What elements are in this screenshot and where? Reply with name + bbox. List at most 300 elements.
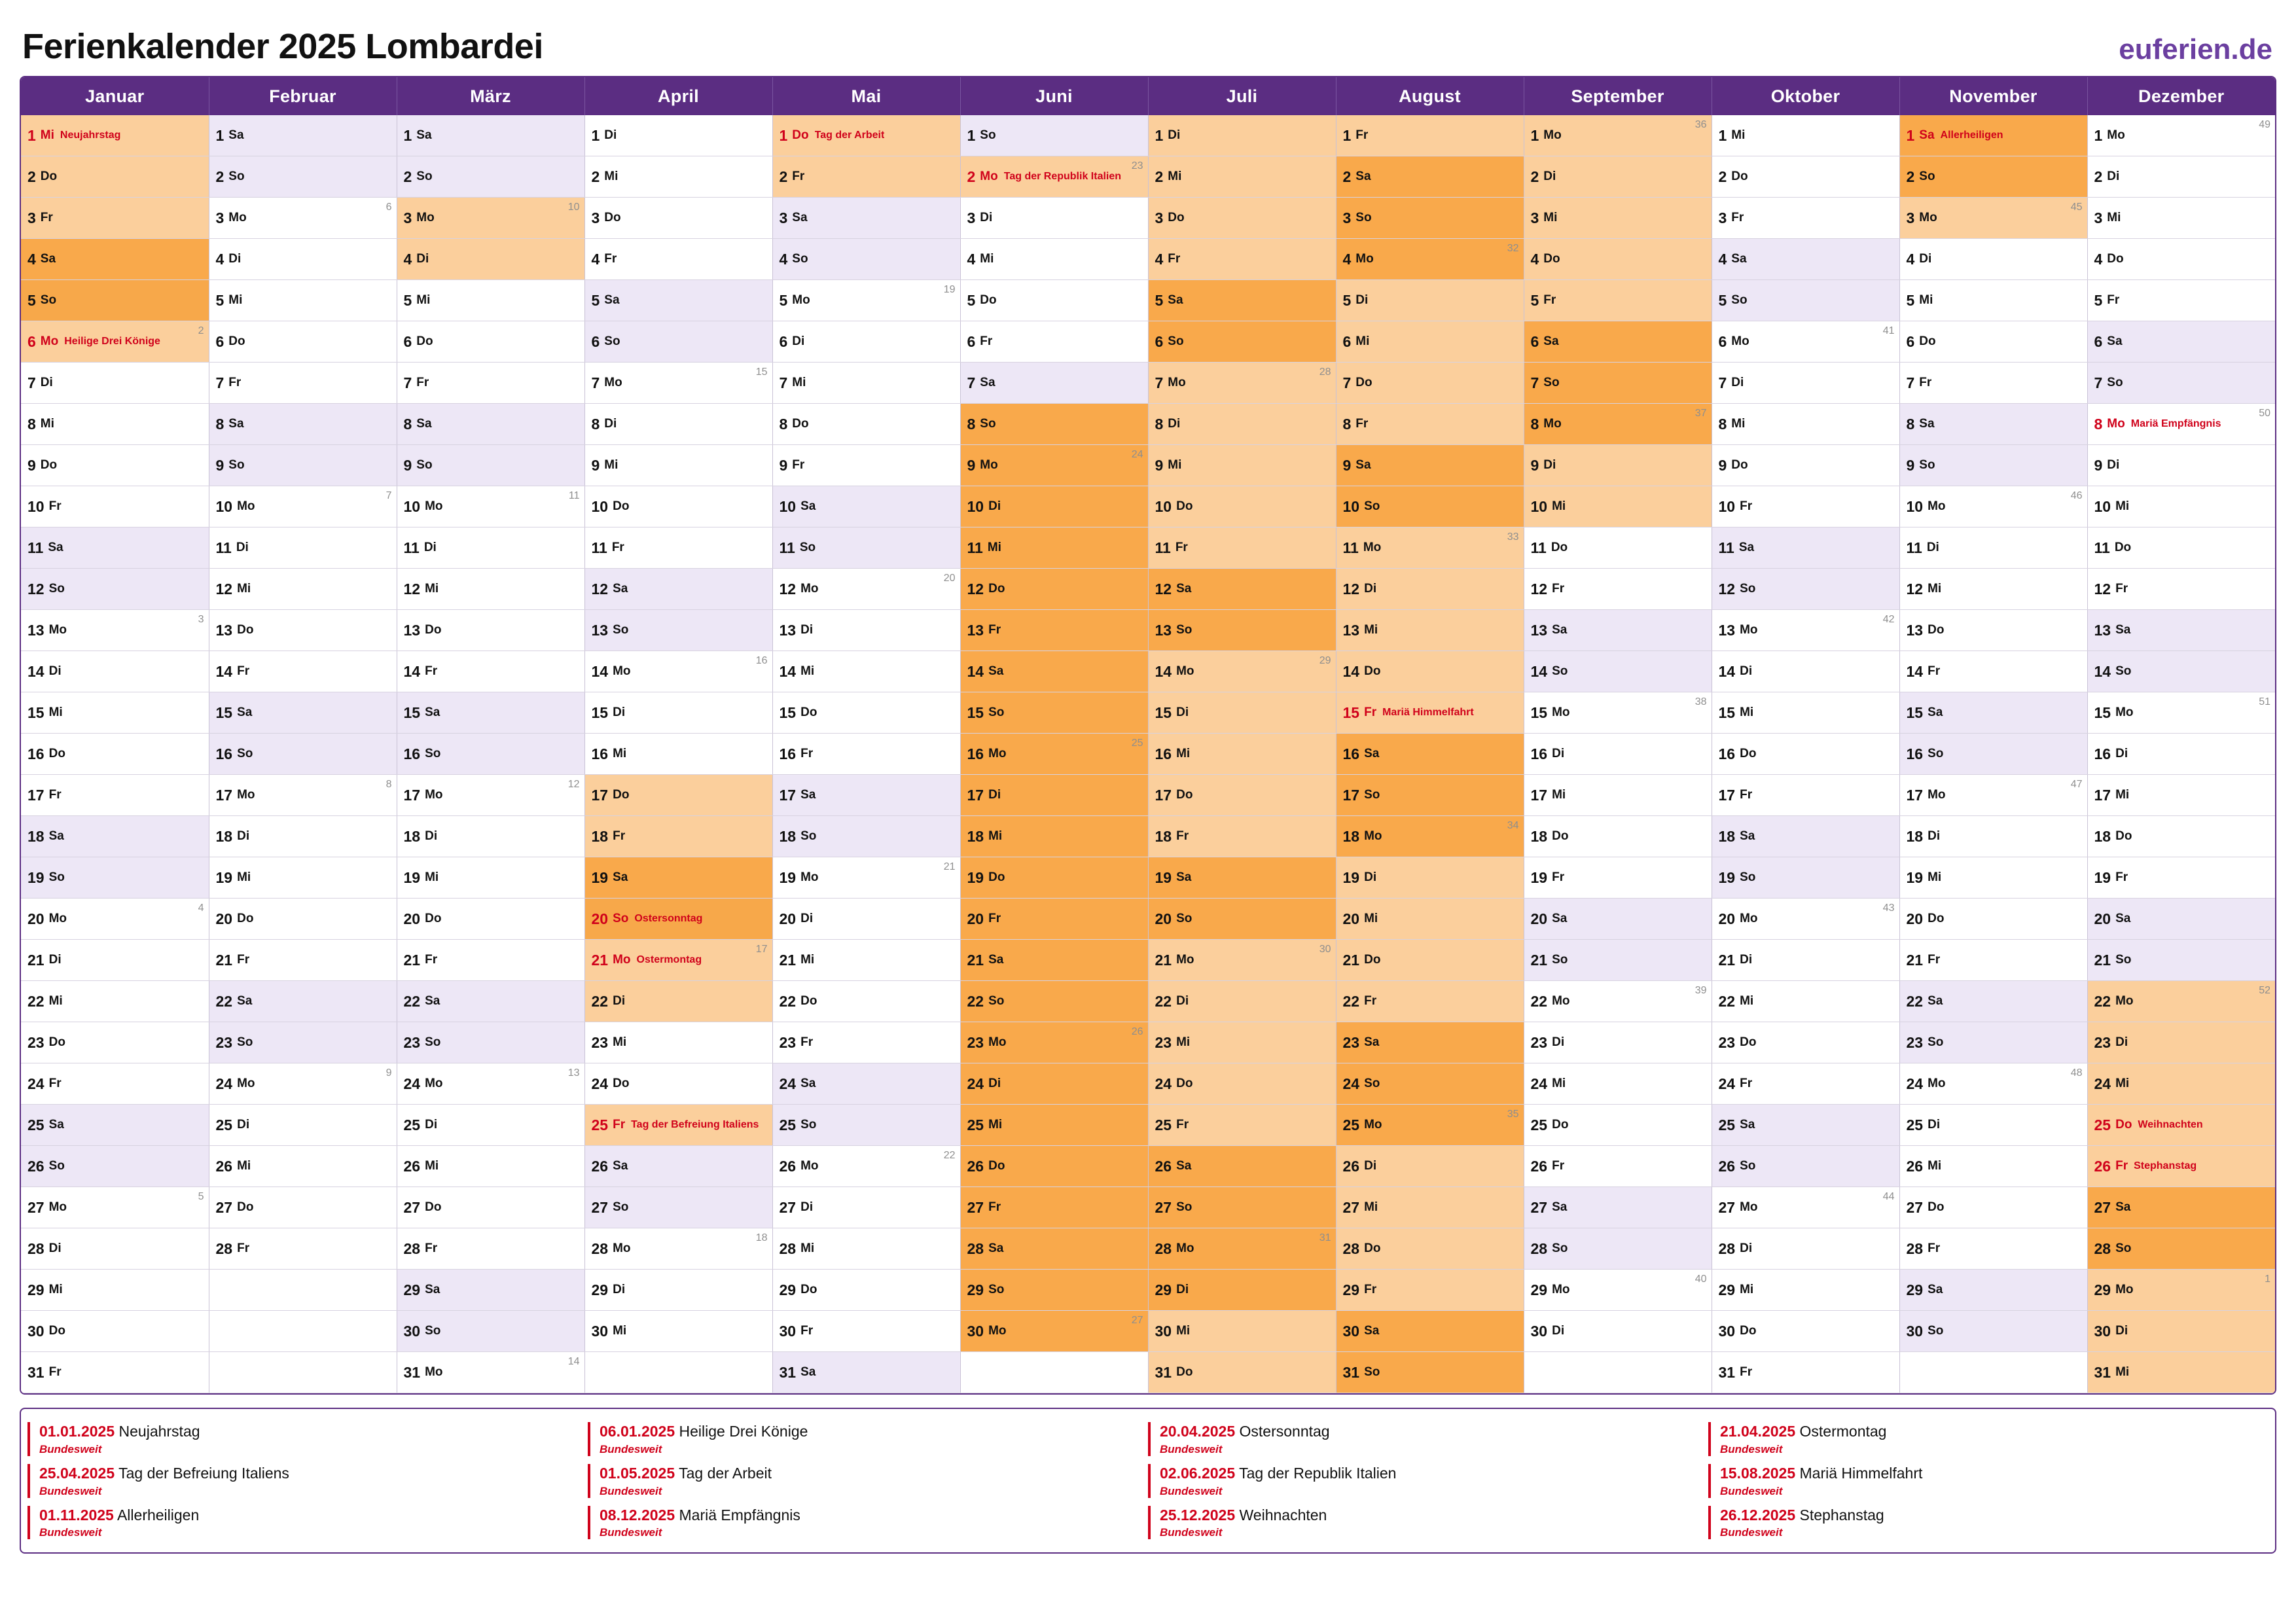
day-number: 8 bbox=[779, 415, 788, 433]
day-number: 19 bbox=[1530, 868, 1548, 886]
week-number: 46 bbox=[2070, 490, 2083, 501]
day-number: 19 bbox=[403, 868, 421, 886]
day-number: 29 bbox=[1155, 1281, 1172, 1298]
day-number: 12 bbox=[1718, 580, 1736, 597]
day-cell bbox=[1524, 363, 1712, 404]
day-cell-inner bbox=[209, 940, 397, 980]
day-weekday: Mi bbox=[228, 293, 243, 307]
day-number: 25 bbox=[1342, 1116, 1360, 1133]
day-cell bbox=[21, 321, 209, 363]
day-cell bbox=[1336, 1022, 1524, 1063]
day-number: 15 bbox=[403, 704, 421, 721]
day-weekday: Di bbox=[1355, 293, 1369, 307]
day-cell-inner bbox=[397, 610, 584, 651]
day-weekday: Mo bbox=[613, 953, 631, 967]
day-weekday: Fr bbox=[1364, 994, 1377, 1008]
day-cell-inner bbox=[1149, 1311, 1336, 1351]
day-cell-inner bbox=[397, 1022, 584, 1063]
day-cell-inner bbox=[961, 445, 1148, 486]
day-number: 27 bbox=[1155, 1198, 1172, 1216]
day-weekday: Do bbox=[48, 1324, 65, 1338]
day-cell-inner bbox=[2088, 239, 2276, 279]
day-cell-inner bbox=[773, 239, 960, 279]
day-cell bbox=[960, 981, 1148, 1022]
day-number: 4 bbox=[967, 250, 976, 268]
day-cell-inner bbox=[2088, 156, 2276, 197]
day-cell bbox=[1524, 198, 1712, 239]
day-weekday: So bbox=[1919, 458, 1935, 472]
day-number: 22 bbox=[1718, 992, 1736, 1010]
day-weekday: Mi bbox=[425, 870, 439, 884]
week-number: 37 bbox=[1695, 408, 1707, 419]
day-cell-inner bbox=[209, 1270, 397, 1310]
holiday-label: Ostermontag bbox=[636, 954, 702, 965]
day-cell-inner bbox=[1336, 1311, 1524, 1351]
day-number: 6 bbox=[215, 332, 224, 350]
day-number: 28 bbox=[215, 1240, 233, 1257]
holiday-label: Mariä Himmelfahrt bbox=[1382, 707, 1474, 718]
day-number: 27 bbox=[1718, 1198, 1736, 1216]
day-cell bbox=[960, 115, 1148, 156]
day-cell-inner bbox=[1149, 940, 1336, 980]
week-number: 44 bbox=[1882, 1191, 1895, 1202]
day-number: 19 bbox=[1906, 868, 1924, 886]
day-cell bbox=[1712, 486, 1899, 527]
day-number: 27 bbox=[967, 1198, 984, 1216]
day-cell-inner bbox=[1900, 486, 2087, 527]
day-cell bbox=[2087, 816, 2275, 857]
day-weekday: Sa bbox=[228, 128, 244, 142]
day-cell-inner bbox=[1524, 857, 1712, 898]
day-cell bbox=[1148, 363, 1336, 404]
day-weekday: Sa bbox=[1176, 870, 1192, 884]
day-weekday: So bbox=[228, 169, 245, 183]
day-number: 4 bbox=[1342, 250, 1352, 268]
day-number: 27 bbox=[1530, 1198, 1548, 1216]
legend-scope: Bundesweit bbox=[600, 1442, 662, 1455]
day-cell bbox=[1148, 1352, 1336, 1393]
day-cell-inner bbox=[21, 940, 209, 980]
day-cell bbox=[209, 816, 397, 857]
day-cell bbox=[1712, 404, 1899, 445]
legend-item bbox=[27, 1502, 588, 1544]
day-weekday: Mo bbox=[1543, 417, 1562, 431]
day-number: 13 bbox=[1530, 621, 1548, 639]
day-cell-inner bbox=[961, 1022, 1148, 1063]
day-weekday: Fr bbox=[2115, 1159, 2128, 1173]
day-number: 2 bbox=[591, 168, 600, 185]
day-number: 20 bbox=[215, 910, 233, 927]
day-number: 30 bbox=[1342, 1322, 1360, 1340]
day-cell bbox=[1899, 1063, 2087, 1105]
day-cell bbox=[584, 1270, 772, 1311]
day-weekday: Sa bbox=[988, 953, 1004, 967]
day-number: 5 bbox=[215, 291, 224, 309]
day-cell-inner bbox=[209, 1105, 397, 1145]
day-weekday: Di bbox=[1543, 169, 1556, 183]
day-number: 28 bbox=[27, 1240, 45, 1257]
day-number: 6 bbox=[27, 332, 36, 350]
day-weekday: Sa bbox=[604, 293, 620, 307]
day-cell bbox=[1899, 156, 2087, 198]
day-cell bbox=[1524, 692, 1712, 734]
day-number: 28 bbox=[1342, 1240, 1360, 1257]
day-cell-inner bbox=[1524, 610, 1712, 651]
day-number: 14 bbox=[967, 662, 984, 680]
day-number: 7 bbox=[1530, 374, 1539, 391]
day-number: 8 bbox=[591, 415, 600, 433]
day-weekday: Sa bbox=[2115, 1200, 2131, 1214]
day-cell-inner bbox=[1900, 1146, 2087, 1186]
day-cell-inner bbox=[1336, 734, 1524, 774]
calendar-row bbox=[21, 363, 2275, 404]
day-cell-inner bbox=[21, 486, 209, 527]
day-number: 24 bbox=[215, 1075, 233, 1092]
legend-scope: Bundesweit bbox=[1160, 1526, 1223, 1539]
day-cell bbox=[960, 1146, 1148, 1187]
day-cell-inner bbox=[21, 1022, 209, 1063]
day-weekday: Sa bbox=[1176, 1159, 1192, 1173]
legend-scope: Bundesweit bbox=[600, 1484, 662, 1497]
day-number: 2 bbox=[1155, 168, 1164, 185]
day-number: 28 bbox=[779, 1240, 797, 1257]
day-cell-inner bbox=[1712, 321, 1899, 362]
day-weekday: Sa bbox=[40, 252, 56, 266]
day-cell-inner bbox=[961, 651, 1148, 692]
day-cell bbox=[960, 1311, 1148, 1352]
day-weekday: Di bbox=[1176, 705, 1189, 719]
week-number: 33 bbox=[1507, 531, 1519, 543]
legend-item-inner bbox=[27, 1422, 579, 1456]
week-number: 51 bbox=[2259, 696, 2270, 707]
day-cell bbox=[772, 1063, 960, 1105]
day-weekday: So bbox=[1919, 169, 1935, 183]
day-cell bbox=[772, 1022, 960, 1063]
day-cell bbox=[1148, 1270, 1336, 1311]
day-cell-inner bbox=[21, 734, 209, 774]
day-number: 28 bbox=[1906, 1240, 1924, 1257]
day-number: 23 bbox=[215, 1033, 233, 1051]
day-weekday: So bbox=[1364, 1077, 1380, 1090]
day-weekday: Sa bbox=[237, 705, 253, 719]
day-number: 23 bbox=[591, 1033, 609, 1051]
day-weekday: Di bbox=[800, 1200, 814, 1214]
day-cell-inner bbox=[961, 1146, 1148, 1186]
day-cell bbox=[21, 404, 209, 445]
day-cell bbox=[21, 981, 209, 1022]
day-number: 11 bbox=[591, 539, 607, 556]
day-number: 7 bbox=[1906, 374, 1915, 391]
day-number: 20 bbox=[779, 910, 797, 927]
day-cell-inner bbox=[1149, 610, 1336, 651]
day-number: 11 bbox=[1155, 539, 1171, 556]
day-cell-inner bbox=[21, 857, 209, 898]
day-cell bbox=[1524, 239, 1712, 280]
day-cell-inner bbox=[773, 1187, 960, 1228]
day-cell-inner bbox=[773, 1228, 960, 1269]
day-cell bbox=[772, 651, 960, 692]
day-cell-inner bbox=[1149, 239, 1336, 279]
legend-date: 25.12.2025 bbox=[1160, 1506, 1236, 1524]
day-number: 21 bbox=[215, 951, 233, 969]
day-number: 6 bbox=[967, 332, 976, 350]
day-number: 26 bbox=[967, 1157, 984, 1175]
day-cell-inner bbox=[1712, 816, 1899, 857]
day-weekday: Mi bbox=[2115, 788, 2130, 802]
day-cell-inner bbox=[1149, 1105, 1336, 1145]
day-cell-inner bbox=[21, 1063, 209, 1104]
day-weekday: Do bbox=[48, 1035, 65, 1049]
legend-name: Heilige Drei Könige bbox=[675, 1423, 808, 1440]
day-cell-inner bbox=[1900, 280, 2087, 321]
day-number: 10 bbox=[1718, 497, 1736, 515]
legend-name: Ostermontag bbox=[1795, 1423, 1887, 1440]
day-cell-inner bbox=[1712, 1022, 1899, 1063]
day-cell bbox=[209, 486, 397, 527]
day-cell bbox=[584, 115, 772, 156]
day-cell-inner bbox=[1900, 1022, 2087, 1063]
month-header-juni: Juni bbox=[960, 77, 1148, 115]
day-weekday: Mi bbox=[48, 1283, 63, 1296]
day-cell-inner bbox=[397, 1270, 584, 1310]
legend-scope: Bundesweit bbox=[600, 1526, 662, 1539]
day-number: 17 bbox=[403, 786, 421, 804]
week-number: 10 bbox=[567, 202, 580, 213]
day-cell bbox=[960, 156, 1148, 198]
day-cell bbox=[1524, 1352, 1712, 1393]
day-cell bbox=[1524, 115, 1712, 156]
day-cell bbox=[1712, 1311, 1899, 1352]
calendar-row bbox=[21, 940, 2275, 981]
day-weekday: Mo bbox=[980, 169, 998, 183]
legend-date: 20.04.2025 bbox=[1160, 1423, 1236, 1440]
day-number: 1 bbox=[1155, 126, 1164, 144]
day-number: 21 bbox=[1155, 951, 1172, 969]
holiday-label: Tag der Republik Italien bbox=[1003, 171, 1122, 182]
day-cell-inner bbox=[1900, 239, 2087, 279]
week-number: 48 bbox=[2070, 1067, 2083, 1079]
day-cell bbox=[2087, 1063, 2275, 1105]
day-cell bbox=[960, 1228, 1148, 1270]
day-cell-inner bbox=[397, 940, 584, 980]
week-number: 23 bbox=[1131, 160, 1143, 171]
day-cell-inner bbox=[209, 280, 397, 321]
day-weekday: Mo bbox=[1919, 211, 1937, 224]
calendar-row bbox=[21, 899, 2275, 940]
day-weekday: So bbox=[1928, 1035, 1944, 1049]
day-cell bbox=[1148, 610, 1336, 651]
day-cell-inner bbox=[1712, 1228, 1899, 1269]
day-weekday: Di bbox=[423, 541, 437, 554]
day-cell bbox=[1524, 651, 1712, 692]
day-number: 13 bbox=[2094, 621, 2111, 639]
calendar-row bbox=[21, 486, 2275, 527]
legend-item-inner bbox=[1148, 1422, 1699, 1456]
day-cell-inner bbox=[773, 115, 960, 156]
day-cell-inner bbox=[773, 569, 960, 609]
day-number: 9 bbox=[1906, 456, 1915, 474]
day-number: 19 bbox=[1155, 868, 1172, 886]
day-cell bbox=[1524, 321, 1712, 363]
day-cell-inner bbox=[1336, 940, 1524, 980]
day-weekday: So bbox=[613, 912, 629, 925]
day-weekday: Di bbox=[237, 829, 250, 843]
day-weekday: Do bbox=[1355, 376, 1372, 389]
day-cell bbox=[584, 1311, 772, 1352]
day-number: 30 bbox=[1906, 1322, 1924, 1340]
day-cell bbox=[2087, 940, 2275, 981]
day-cell bbox=[209, 198, 397, 239]
day-weekday: Fr bbox=[1552, 582, 1565, 596]
day-number: 14 bbox=[1530, 662, 1548, 680]
day-weekday: Mo bbox=[237, 1077, 255, 1090]
day-cell-inner bbox=[585, 940, 772, 980]
day-cell-inner bbox=[773, 1146, 960, 1186]
day-cell bbox=[960, 1187, 1148, 1228]
legend-date: 21.04.2025 bbox=[1720, 1423, 1796, 1440]
day-cell bbox=[397, 1022, 584, 1063]
day-cell-inner bbox=[1524, 1270, 1712, 1310]
day-cell bbox=[960, 1352, 1148, 1393]
day-weekday: Mi bbox=[988, 1118, 1003, 1132]
day-number: 5 bbox=[403, 291, 412, 309]
day-number: 16 bbox=[1718, 745, 1736, 762]
day-number: 22 bbox=[27, 992, 45, 1010]
year-calendar-table bbox=[21, 77, 2275, 1393]
day-cell-inner bbox=[1149, 445, 1336, 486]
day-weekday: Fr bbox=[425, 664, 438, 678]
day-cell bbox=[1899, 775, 2087, 816]
day-cell bbox=[2087, 1352, 2275, 1393]
day-cell bbox=[772, 692, 960, 734]
day-cell-inner bbox=[1900, 1105, 2087, 1145]
day-cell-inner bbox=[1900, 1228, 2087, 1269]
day-weekday: Di bbox=[1740, 953, 1753, 967]
day-cell bbox=[1148, 115, 1336, 156]
day-cell-inner bbox=[21, 280, 209, 321]
day-number: 13 bbox=[403, 621, 421, 639]
day-number: 3 bbox=[1718, 209, 1727, 226]
day-weekday: Do bbox=[1552, 1118, 1569, 1132]
day-cell-inner bbox=[21, 445, 209, 486]
day-number: 16 bbox=[967, 745, 984, 762]
day-cell-inner bbox=[209, 569, 397, 609]
day-number: 17 bbox=[215, 786, 233, 804]
day-number: 16 bbox=[1155, 745, 1172, 762]
day-cell bbox=[21, 734, 209, 775]
day-cell-inner bbox=[1336, 1105, 1524, 1145]
day-weekday: Mo bbox=[613, 1241, 631, 1255]
day-weekday: Fr bbox=[40, 211, 53, 224]
day-cell-inner bbox=[1524, 981, 1712, 1022]
week-number: 5 bbox=[198, 1191, 204, 1202]
day-number: 23 bbox=[2094, 1033, 2111, 1051]
day-cell-inner bbox=[21, 363, 209, 403]
day-weekday: Mi bbox=[1928, 582, 1942, 596]
day-number: 30 bbox=[1155, 1322, 1172, 1340]
day-weekday: So bbox=[416, 458, 433, 472]
day-cell bbox=[2087, 1105, 2275, 1146]
day-weekday: Mo bbox=[1543, 128, 1562, 142]
day-number: 2 bbox=[779, 168, 788, 185]
day-cell-inner bbox=[1149, 775, 1336, 815]
day-weekday: Mi bbox=[980, 252, 994, 266]
day-weekday: Do bbox=[2115, 1118, 2132, 1132]
day-cell bbox=[2087, 569, 2275, 610]
day-cell-inner bbox=[21, 1187, 209, 1228]
day-cell bbox=[772, 857, 960, 899]
day-weekday: Do bbox=[40, 458, 58, 472]
day-weekday: Sa bbox=[1364, 1035, 1380, 1049]
day-cell bbox=[1712, 775, 1899, 816]
day-number: 4 bbox=[1906, 250, 1915, 268]
day-weekday: Do bbox=[425, 1200, 442, 1214]
day-weekday: Di bbox=[1552, 1324, 1565, 1338]
day-cell bbox=[1148, 198, 1336, 239]
day-number: 13 bbox=[1906, 621, 1924, 639]
day-weekday: So bbox=[1364, 499, 1380, 513]
day-number: 16 bbox=[403, 745, 421, 762]
day-cell bbox=[960, 486, 1148, 527]
day-number: 2 bbox=[1718, 168, 1727, 185]
week-number: 13 bbox=[567, 1067, 580, 1079]
day-cell-inner bbox=[1900, 692, 2087, 733]
day-weekday: So bbox=[1740, 582, 1756, 596]
day-weekday: Sa bbox=[48, 541, 63, 554]
day-number: 29 bbox=[779, 1281, 797, 1298]
day-cell-inner bbox=[2088, 692, 2276, 733]
day-cell-inner bbox=[209, 734, 397, 774]
legend-item bbox=[1148, 1418, 1708, 1460]
day-weekday: Mo bbox=[48, 912, 67, 925]
day-cell bbox=[397, 1311, 584, 1352]
day-number: 11 bbox=[215, 539, 232, 556]
day-cell bbox=[21, 651, 209, 692]
day-weekday: Sa bbox=[425, 994, 440, 1008]
day-cell-inner bbox=[1712, 280, 1899, 321]
calendar-row bbox=[21, 857, 2275, 899]
day-cell-inner bbox=[1149, 1022, 1336, 1063]
day-cell bbox=[584, 486, 772, 527]
day-weekday: Sa bbox=[1928, 705, 1943, 719]
day-cell-inner bbox=[21, 692, 209, 733]
day-weekday: Di bbox=[800, 912, 814, 925]
day-weekday: Mo bbox=[800, 870, 819, 884]
day-cell-inner bbox=[1900, 363, 2087, 403]
month-header-januar: Januar bbox=[21, 77, 209, 115]
day-cell bbox=[21, 280, 209, 321]
calendar-row bbox=[21, 610, 2275, 651]
day-cell bbox=[209, 940, 397, 981]
day-cell-inner bbox=[1712, 156, 1899, 197]
day-weekday: Mi bbox=[613, 1035, 627, 1049]
day-weekday: Fr bbox=[425, 1241, 438, 1255]
day-weekday: Di bbox=[48, 1241, 62, 1255]
day-cell bbox=[1336, 816, 1524, 857]
day-weekday: So bbox=[2115, 1241, 2132, 1255]
day-cell bbox=[1148, 857, 1336, 899]
day-cell-inner bbox=[961, 1311, 1148, 1351]
month-header-märz: März bbox=[397, 77, 584, 115]
day-cell-inner bbox=[1712, 981, 1899, 1022]
day-cell bbox=[21, 899, 209, 940]
day-cell bbox=[1524, 940, 1712, 981]
day-number: 29 bbox=[967, 1281, 984, 1298]
day-cell bbox=[1336, 1311, 1524, 1352]
day-number: 7 bbox=[967, 374, 976, 391]
day-number: 26 bbox=[403, 1157, 421, 1175]
day-number: 29 bbox=[1530, 1281, 1548, 1298]
